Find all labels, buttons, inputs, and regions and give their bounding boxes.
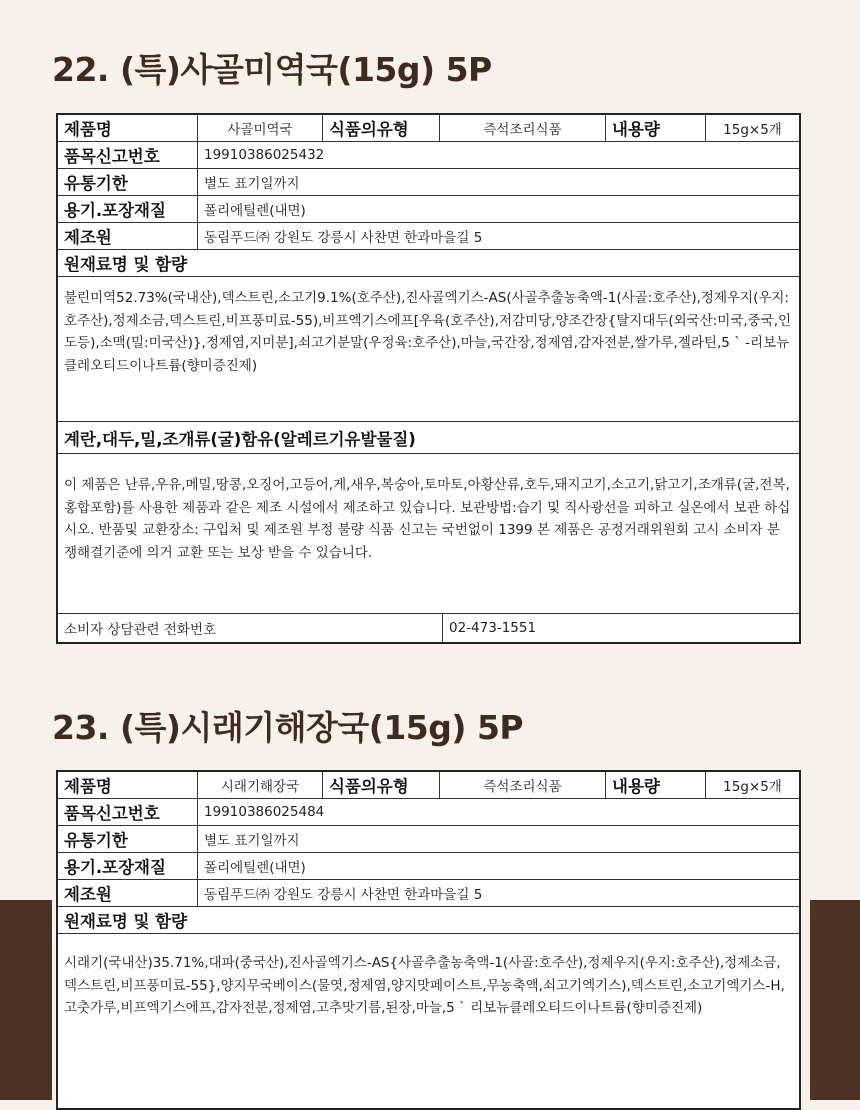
packaging-value: 폴리에틸렌(내면): [204, 860, 306, 876]
decorative-band-left: [0, 900, 52, 1100]
content-value: 15g×5개: [723, 122, 782, 138]
table-row: [58, 772, 799, 799]
report-no-value: 19910386025484: [204, 804, 325, 820]
product-name-label: 제품명: [58, 115, 198, 141]
food-type-value: 즉석조리식품: [440, 772, 606, 798]
decorative-band-right: [810, 900, 860, 1100]
table-row: [58, 799, 799, 826]
report-no-value: 19910386025432: [204, 147, 325, 163]
expiry-value: 별도 표기일까지: [204, 833, 300, 849]
table-row: [58, 614, 799, 642]
table-row: [58, 277, 799, 422]
table-row: [58, 250, 799, 277]
notice-text: 이 제품은 난류,우유,메밀,땅콩,오징어,고등어,게,새우,복숭아,토마토,아황산류,호두,돼지고기,소고기,닭고기,조개류(굴,전복,홍합포함)를 사용한 제품과 같은 제조 시설에서 제조하고 있습니다. 보관방법:습기 및 직사광선을 피하고 실온에서 보관 하십시오. 반품및 교환장소: 구입처 및 제조원 부정 불량 식품 신고는 국번없이 1399 본 제품은 공정거래위원회 고시 소비자 분쟁해결기준에 의거 교환 또는 보상 받을 수 있습니다.: [64, 477, 791, 561]
food-type-value: 즉석조리식품: [440, 115, 606, 141]
manufacturer-value: 동림푸드㈜ 강원도 강릉시 사찬면 한과마을길 5: [204, 887, 483, 903]
content-value: 15g×5개: [723, 779, 782, 795]
content-label: 내용량: [606, 115, 706, 141]
table-row: [58, 115, 799, 142]
table-row: [58, 853, 799, 880]
table-row: [58, 934, 799, 1094]
table-row: [58, 880, 799, 907]
product-info-table: [56, 770, 801, 1110]
expiry-label: 유통기한: [58, 169, 198, 195]
expiry-label: 유통기한: [58, 826, 198, 852]
allergen-label: 계란,대두,밀,조개류(굴)함유(알레르기유발물질): [64, 429, 416, 449]
product-name-value: 시래기해장국: [198, 772, 323, 798]
ingredients-text: 시래기(국내산)35.71%,대파(중국산),진사골엑기스-AS{사골추출농축액-1(사골:호주산),정제우지(우지:호주산),정제소금,덱스트린,비프풍미료-55},양지무국베이스(물엿,정제염,양지맛페이스트,무농축액,쇠고기엑기스),덱스트린,소고기엑기스-H,고춧가루,비프엑기스에프,감자전분,정제염,고추맛기름,된장,마늘,5 ` 리보뉴클레오티드이나트륨(향미증진제): [64, 955, 785, 1016]
ingredients-label: 원재료명 및 함량: [64, 255, 188, 274]
expiry-value: 별도 표기일까지: [204, 176, 300, 192]
product-name-value: 사골미역국: [198, 115, 323, 141]
report-no-label: 품목신고번호: [58, 142, 198, 168]
product-title: 22. (특)사골미역국(15g) 5P: [52, 50, 492, 89]
manufacturer-label: 제조원: [58, 880, 198, 906]
food-type-label: 식품의유형: [323, 772, 440, 798]
product-title: 23. (특)시래기해장국(15g) 5P: [52, 708, 524, 747]
content-label: 내용량: [606, 772, 706, 798]
packaging-label: 용기.포장재질: [58, 196, 198, 222]
phone-value: 02-473-1551: [449, 620, 537, 636]
food-type-label: 식품의유형: [323, 115, 440, 141]
table-row: [58, 826, 799, 853]
phone-label: 소비자 상담관련 전화번호: [58, 614, 443, 642]
product-info-table: [56, 113, 801, 644]
manufacturer-label: 제조원: [58, 223, 198, 249]
packaging-value: 폴리에틸렌(내면): [204, 203, 306, 219]
manufacturer-value: 동림푸드㈜ 강원도 강릉시 사찬면 한과마을길 5: [204, 230, 483, 246]
table-row: [58, 223, 799, 250]
ingredients-text: 불린미역52.73%(국내산),덱스트린,소고기9.1%(호주산),진사골엑기스-AS(사골추출농축액-1(사골:호주산),정제우지(우지:호주산),정제소금,덱스트린,비프풍미료-55),비프엑기스에프[우육(호주산),저감미당,양조간장{탈지대두(외국산:미국,중국,인도등),소맥(밀:미국산)},정제염,지미분],쇠고기분말(우정육:호주산),마늘,국간장,정제염,감자전분,쌀가루,젤라틴,5 ` -리보뉴클레오티드이나트륨(향미증진제): [64, 290, 792, 374]
table-row: [58, 422, 799, 454]
table-row: [58, 142, 799, 169]
table-row: [58, 196, 799, 223]
table-row: [58, 454, 799, 614]
report-no-label: 품목신고번호: [58, 799, 198, 825]
table-row: [58, 169, 799, 196]
product-name-label: 제품명: [58, 772, 198, 798]
packaging-label: 용기.포장재질: [58, 853, 198, 879]
ingredients-label: 원재료명 및 함량: [64, 912, 188, 931]
table-row: [58, 907, 799, 934]
